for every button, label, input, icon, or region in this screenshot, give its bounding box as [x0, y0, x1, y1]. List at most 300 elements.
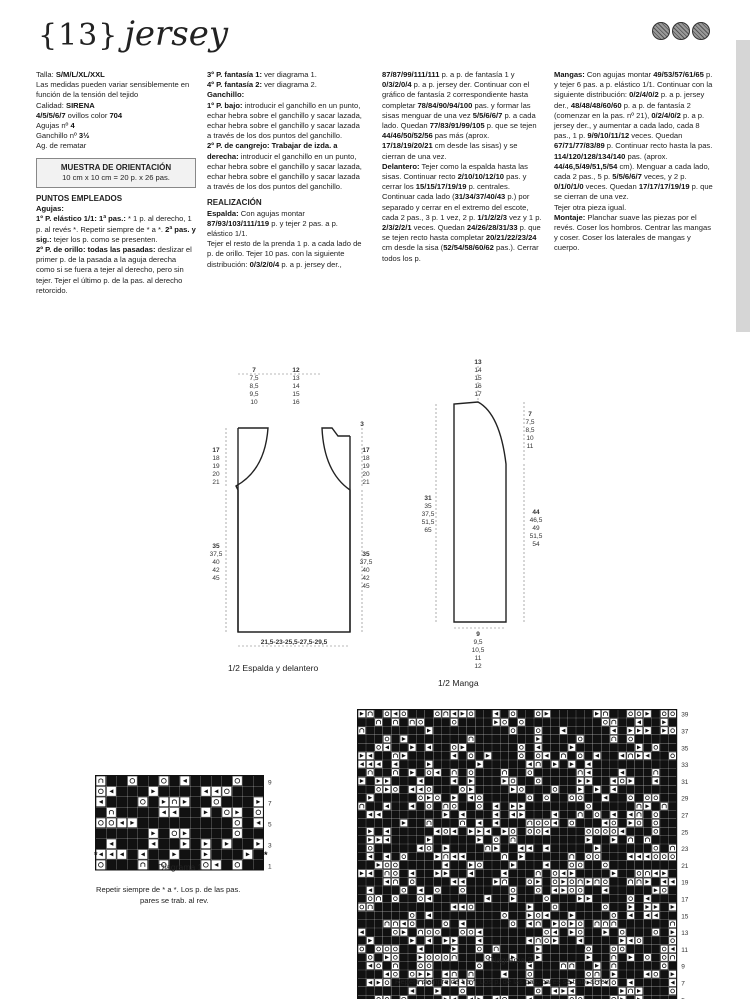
chart-cell [358, 886, 366, 894]
chart-cell [501, 811, 509, 819]
chart-cell [383, 912, 391, 920]
body-left-measure: 35 [212, 543, 220, 550]
chart-cell [408, 819, 416, 827]
chart-cell [526, 752, 534, 760]
chart-cell [660, 937, 668, 945]
chart-cell [476, 987, 484, 995]
rib-stitch-label: 1º P. elástico 1/1: 1ª pas.: [36, 214, 126, 224]
chart-cell [585, 794, 593, 802]
chart-cell [660, 819, 668, 827]
chart-cell [484, 853, 492, 861]
chart-cell [644, 794, 652, 802]
diagram-1-row-number: 7 [268, 800, 272, 808]
armhole-right-measure: 19 [362, 463, 370, 470]
armhole-left-measure: 19 [212, 463, 220, 470]
chart-cell [138, 787, 148, 797]
chart-cell [425, 903, 433, 911]
chart-cell [476, 811, 484, 819]
chart-cell [644, 920, 652, 928]
chart-cell [660, 861, 668, 869]
chart-cell [652, 769, 660, 777]
chart-cell [492, 786, 500, 794]
chart-cell [383, 920, 391, 928]
chart-cell [618, 895, 626, 903]
chart-cell [652, 786, 660, 794]
chart-cell [170, 797, 180, 807]
chart-cell [610, 718, 618, 726]
chart-cell [408, 886, 416, 894]
chart-cell [551, 954, 559, 962]
chart-cell [243, 860, 253, 870]
chart-cell [417, 769, 425, 777]
chart-cell [534, 718, 542, 726]
chart-cell [442, 954, 450, 962]
chart-cell [383, 819, 391, 827]
chart-cell [560, 718, 568, 726]
chart-cell [635, 895, 643, 903]
chart-cell [442, 928, 450, 936]
chart-cell [159, 829, 169, 839]
chart-cell [568, 794, 576, 802]
chart-cell [518, 945, 526, 953]
chart-cell [170, 818, 180, 828]
chart-cell [644, 718, 652, 726]
needles-label: Agujas nº [36, 121, 71, 131]
chart-cell [560, 786, 568, 794]
chart-cell [117, 808, 127, 818]
chart-cell [366, 920, 374, 928]
chart-cell [585, 727, 593, 735]
chart-cell [501, 886, 509, 894]
chart-cell [635, 786, 643, 794]
chart-cell [96, 860, 106, 870]
chart-cell [585, 752, 593, 760]
chart-cell [442, 760, 450, 768]
chart-cell [400, 794, 408, 802]
chart-cell [568, 903, 576, 911]
chart-cell [358, 836, 366, 844]
chart-cell [627, 794, 635, 802]
chart-cell [159, 818, 169, 828]
chart-cell [509, 744, 517, 752]
difficulty-yarn-balls [652, 22, 710, 40]
chart-cell [526, 895, 534, 903]
balls-text: ovillos color [65, 110, 110, 120]
chart-cell [149, 860, 159, 870]
chart-cell [492, 735, 500, 743]
chart-cell [138, 776, 148, 786]
chart-cell [138, 860, 148, 870]
sleeve-top-measure: 15 [474, 375, 482, 382]
chart-cell [383, 735, 391, 743]
chart-cell [560, 744, 568, 752]
front-text-5: p. centrales. Continuar cada lado ( [382, 182, 510, 202]
chart-cell [560, 828, 568, 836]
chart-cell [375, 735, 383, 743]
chart-cell [543, 836, 551, 844]
chart-cell [669, 786, 677, 794]
chart-cell [618, 870, 626, 878]
chart-cell [526, 769, 534, 777]
chart-cell [366, 945, 374, 953]
chart-cell [610, 819, 618, 827]
chart-cell [576, 962, 584, 970]
size-note: Las medidas pueden variar sensiblemente en función de la tensión del tejido [36, 80, 190, 100]
chart-cell [501, 844, 509, 852]
chart-cell [543, 945, 551, 953]
chart-cell [442, 744, 450, 752]
chart-cell [408, 954, 416, 962]
chart-cell [602, 954, 610, 962]
back-text: Con agujas montar [238, 208, 305, 218]
chart-cell [117, 839, 127, 849]
chart-cell [602, 895, 610, 903]
chart-cell [652, 962, 660, 970]
chart-cell [652, 987, 660, 995]
sleeve-top-measure: 13 [474, 359, 482, 366]
chart-cell [358, 987, 366, 995]
chart-cell [560, 954, 568, 962]
sleeve-num-6: 48/48/48/60/60 [570, 100, 622, 110]
chart-cell [534, 777, 542, 785]
chart-cell [492, 928, 500, 936]
chart-cell [417, 903, 425, 911]
chart-cell [450, 920, 458, 928]
body-schematic [200, 362, 400, 662]
chart-cell [450, 727, 458, 735]
chart-cell [585, 903, 593, 911]
chart-cell [576, 744, 584, 752]
chart-cell [459, 928, 467, 936]
chart-cell [425, 819, 433, 827]
chart-cell [417, 718, 425, 726]
sleeve-dimension-labels [422, 359, 543, 670]
chart-cell [201, 776, 211, 786]
chart-cell [484, 769, 492, 777]
chart-cell [543, 954, 551, 962]
chart-cell [534, 819, 542, 827]
top-mid-measure: 15 [292, 391, 300, 398]
front-text-7: p.) por separado y cerrar en el extremo del escote, cada 2 pas., 3 p. 1 vez, 2 p. [382, 192, 530, 222]
chart-cell [593, 828, 601, 836]
chart-cell [400, 853, 408, 861]
chart-cell [593, 718, 601, 726]
chart-cell [593, 769, 601, 777]
chart-cell [627, 920, 635, 928]
chart-cell [576, 752, 584, 760]
armhole-right-measure: 18 [362, 455, 370, 462]
chart-cell [358, 970, 366, 978]
chart-cell [618, 979, 626, 987]
chart-cell [618, 844, 626, 852]
chart-cell [660, 735, 668, 743]
chart-cell [610, 710, 618, 718]
chart-cell [233, 776, 243, 786]
chart-cell [191, 829, 201, 839]
chart-cell [476, 735, 484, 743]
chart-cell [568, 786, 576, 794]
chart-cell [201, 860, 211, 870]
chart-cell [501, 819, 509, 827]
chart-cell [585, 996, 593, 999]
chart-cell [593, 777, 601, 785]
chart-cell [400, 870, 408, 878]
chart-cell [669, 861, 677, 869]
assembly-label: Montaje: [554, 212, 586, 222]
chart-cell [560, 760, 568, 768]
chart-cell [492, 828, 500, 836]
diagram-2-caption: Diagrama 2 [488, 955, 533, 965]
chart-cell [107, 797, 117, 807]
front-num-4: 15/15/17/19/19 [415, 182, 467, 192]
fancy1-text: ver diagrama 1. [261, 70, 317, 79]
chart-cell [254, 776, 264, 786]
chart-cell [459, 769, 467, 777]
chart-cell [243, 797, 253, 807]
top-left-measure: 7 [252, 367, 256, 374]
dimension-lines [226, 374, 362, 646]
chart-cell [551, 718, 559, 726]
chart-cell [551, 962, 559, 970]
chart-cell [476, 777, 484, 785]
chart-cell [568, 718, 576, 726]
chart-cell [467, 928, 475, 936]
column-materials [36, 70, 196, 296]
chart-cell [191, 776, 201, 786]
chart-cell [467, 912, 475, 920]
chart-cell [543, 811, 551, 819]
chart-cell [400, 878, 408, 886]
diagram-2-row-number: 21 [681, 862, 689, 870]
chart-cell [492, 760, 500, 768]
chart-cell [366, 710, 374, 718]
chart-cell [635, 710, 643, 718]
diagram-2-row-number: 19 [681, 879, 689, 887]
chart-cell [400, 903, 408, 911]
chart-cell [543, 895, 551, 903]
chart-cell [484, 777, 492, 785]
chart-cell [358, 794, 366, 802]
chart-cell [585, 819, 593, 827]
pattern-number: {13} [38, 18, 119, 53]
chart-cell [201, 829, 211, 839]
chart-cell [434, 996, 442, 999]
armhole-left-measure: 17 [212, 447, 220, 454]
chart-cell [442, 727, 450, 735]
chart-cell [660, 802, 668, 810]
diagram-1-row-number: 3 [268, 842, 272, 850]
chart-cell [408, 760, 416, 768]
chart-cell [543, 802, 551, 810]
hook-value: 3½ [78, 131, 90, 141]
chart-cell [450, 861, 458, 869]
chart-cell [484, 760, 492, 768]
chart-cell [408, 718, 416, 726]
chart-cell [652, 979, 660, 987]
chart-cell [383, 718, 391, 726]
gauge-text: 10 cm x 10 cm = 20 p. x 26 pas. [62, 172, 170, 182]
chart-cell [543, 987, 551, 995]
chart-cell [222, 797, 232, 807]
chart-cell [585, 987, 593, 995]
chart-cell [392, 996, 400, 999]
chart-cell [518, 836, 526, 844]
chart-cell [627, 870, 635, 878]
chart-cell [417, 895, 425, 903]
chart-cell [660, 811, 668, 819]
chart-cell [408, 912, 416, 920]
chart-cell [635, 836, 643, 844]
chart-cell [551, 853, 559, 861]
chart-cell [450, 811, 458, 819]
chart-cell [425, 945, 433, 953]
chart-cell [243, 808, 253, 818]
chart-cell [442, 886, 450, 894]
chart-cell [635, 802, 643, 810]
chart-cell [375, 878, 383, 886]
chart-cell [635, 760, 643, 768]
chart-cell [408, 962, 416, 970]
chart-cell [543, 870, 551, 878]
chart-cell [222, 818, 232, 828]
chart-cell [585, 710, 593, 718]
chart-cell [492, 744, 500, 752]
chart-cell [560, 752, 568, 760]
chart-cell [149, 850, 159, 860]
chart-cell [375, 802, 383, 810]
chart-cell [149, 818, 159, 828]
chart-cell [459, 828, 467, 836]
chart-cell [576, 903, 584, 911]
chart-cell [383, 886, 391, 894]
chart-cell [593, 987, 601, 995]
chart-cell [484, 794, 492, 802]
chart-cell [222, 808, 232, 818]
chart-cell [568, 777, 576, 785]
sleeve-text-19: veces, y 2 p. [641, 172, 687, 182]
chart-cell [602, 811, 610, 819]
chart-cell [526, 928, 534, 936]
chart-cell [501, 727, 509, 735]
chart-cell [652, 752, 660, 760]
chart-cell [107, 829, 117, 839]
chart-cell [366, 735, 374, 743]
chart-cell [635, 928, 643, 936]
chart-cell [652, 744, 660, 752]
chart-cell [602, 727, 610, 735]
chart-cell [366, 987, 374, 995]
chart-cell [408, 794, 416, 802]
quality-value: SIRENA [66, 100, 95, 110]
chart-cell [201, 797, 211, 807]
chart-cell [610, 937, 618, 945]
chart-cell [501, 861, 509, 869]
chart-cell [543, 996, 551, 999]
sleeve-cap-measure: 10 [526, 435, 534, 442]
chart-cell [602, 878, 610, 886]
chart-cell [593, 853, 601, 861]
chart-cell [669, 752, 677, 760]
chart-cell [526, 777, 534, 785]
armhole-right-measure: 21 [362, 479, 370, 486]
chart-cell [467, 710, 475, 718]
chart-cell [366, 912, 374, 920]
chart-cell [392, 744, 400, 752]
chart-cell [602, 962, 610, 970]
chart-cell [434, 760, 442, 768]
top-mid-measure: 16 [292, 399, 300, 406]
fancy2-label: 4º P. fantasía 2: [207, 80, 262, 90]
chart-cell [526, 828, 534, 836]
chart-cell [576, 920, 584, 928]
chart-cell [551, 912, 559, 920]
text-14: cm desde las sisas) y se cierran de una vez. [382, 141, 518, 161]
num-9: 77/83/91/99/105 [429, 121, 485, 131]
sleeve-text-1: Con agujas montar [584, 70, 654, 79]
chart-cell [627, 802, 635, 810]
chart-cell [593, 937, 601, 945]
sleeves-label: Mangas: [554, 70, 585, 79]
front-text-3: pas. y cerrar los [382, 172, 527, 192]
column-stitches [207, 70, 365, 270]
pattern-title [38, 14, 228, 54]
chart-cell [644, 811, 652, 819]
chart-cell [660, 979, 668, 987]
chart-cell [669, 828, 677, 836]
chart-cell [576, 718, 584, 726]
chart-cell [593, 819, 601, 827]
chart-cell [450, 886, 458, 894]
chart-cell [138, 829, 148, 839]
chart-cell [585, 718, 593, 726]
chart-cell [501, 802, 509, 810]
chart-cell [138, 839, 148, 849]
chart-cell [560, 912, 568, 920]
chart-cell [593, 836, 601, 844]
chart-cell [434, 727, 442, 735]
chart-cell [593, 744, 601, 752]
chart-cell [635, 912, 643, 920]
front-label: Delantero: [382, 161, 420, 171]
chart-cell [543, 777, 551, 785]
chart-cell [434, 895, 442, 903]
chart-cell [417, 794, 425, 802]
sleeve-right-measure: 54 [532, 541, 540, 548]
chart-cell [392, 786, 400, 794]
chart-cell [568, 945, 576, 953]
chart-cell [534, 928, 542, 936]
chart-cell [400, 802, 408, 810]
chart-cell [459, 861, 467, 869]
chart-cell [526, 878, 534, 886]
single-crochet-label: 1º P. bajo: [207, 100, 243, 110]
chart-cell [560, 769, 568, 777]
chart-cell [644, 844, 652, 852]
chart-cell [644, 945, 652, 953]
chart-cell [408, 928, 416, 936]
chart-cell [551, 710, 559, 718]
chart-cell [602, 802, 610, 810]
chart-cell [484, 987, 492, 995]
chart-cell [526, 811, 534, 819]
num-11: 44/46/50/52/56 [382, 131, 433, 141]
chart-cell [392, 811, 400, 819]
diagram-2-row-number: 7 [681, 980, 685, 988]
chart-cell [568, 844, 576, 852]
diagram-2-row-number: 37 [681, 728, 689, 736]
chart-cell [434, 945, 442, 953]
chart-cell [660, 710, 668, 718]
